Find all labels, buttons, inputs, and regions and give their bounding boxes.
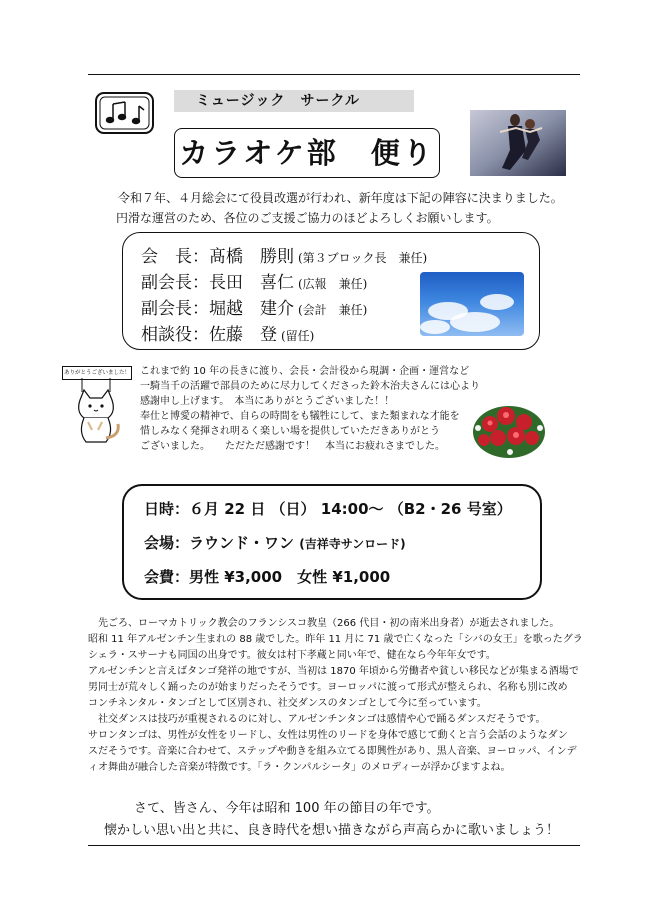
thanks-line: ございました。 ただただ感謝です！ 本当にお疲れさまでした。: [140, 441, 445, 452]
flower-bouquet-image: [470, 398, 548, 460]
officer-note: (広報 兼任): [298, 277, 368, 291]
thanks-sign: ありがとうございました！: [62, 366, 132, 380]
thanks-line: これまで約 10 年の長きに渡り、会長・会計役から現調・企画・運営など: [140, 366, 470, 377]
thanks-line: 一騎当千の活躍で部員のために尽力してくださった鈴木治夫さんには心より: [140, 381, 480, 392]
officer-name: 佐藤 登: [209, 325, 277, 345]
cat-illustration-icon: [62, 366, 132, 446]
officer-note: (会計 兼任): [298, 303, 368, 317]
event-fee-label: 会費：: [144, 568, 190, 586]
event-fee: [144, 566, 390, 587]
event-date-value: ６月 22 日 （日） 14:00～ （B2・26 号室）: [189, 500, 512, 518]
event-venue: [144, 532, 406, 553]
sky-clouds-image: [420, 272, 524, 336]
bottom-divider: [88, 845, 580, 846]
article-line: サロンタンゴは、男性が女性をリードし、女性は男性のリードを身体で感じて動くと言う会話のようなダン: [88, 730, 568, 741]
thanks-line: 感謝申し上げます。 本当にありがとうございました！！: [140, 396, 395, 407]
officer-row: [141, 268, 367, 293]
thanks-line: 惜しみなく発揮され明るく楽しい場を提供していただきありがとう: [140, 426, 440, 437]
event-date: [144, 498, 512, 519]
officer-name: 堀越 建介: [209, 299, 294, 319]
article-line: アルゼンチンと言えばタンゴ発祥の地ですが、当初は 1870 年頃から労働者や貧しい移民などが集まる酒場で: [88, 666, 579, 677]
article-line: スだそうです。音楽に合わせて、ステップや動きを組み立てる即興性があり、黒人音楽、ヨーロッパ、インデ: [88, 746, 577, 757]
article-line: コンチネンタル・タンゴとして区別され、社交ダンスのタンゴとして今に至っています。: [88, 698, 487, 709]
intro-line-2-text: 円滑な運営のため、各位のご支援ご協力のほどよろしくお願いします。: [116, 211, 499, 225]
closing-line-1: さて、皆さん、今年は昭和 100 年の節目の年です。: [134, 801, 440, 816]
officer-role: 副会長：: [141, 299, 209, 319]
event-venue-value: ラウンド・ワン: [189, 534, 295, 552]
event-date-label: 日時：: [144, 500, 190, 518]
officer-note: (留任): [281, 329, 315, 343]
officer-role: 相談役：: [141, 325, 209, 345]
officer-row: [141, 242, 427, 267]
closing-line-2: 懐かしい思い出と共に、良き時代を想い描きながら声高らかに歌いましょう！: [104, 823, 560, 838]
event-fee-value: 男性 ¥3,000 女性 ¥1,000: [189, 568, 391, 586]
officer-row: [141, 320, 314, 345]
music-notes-icon: [94, 90, 156, 138]
officer-note: (第３ブロック長 兼任): [298, 251, 428, 265]
page-title: カラオケ部 便り: [174, 128, 440, 178]
dancers-photo: [470, 110, 566, 176]
article-line: 先ごろ、ローマカトリック教会のフランシスコ教皇（266 代目・初の南米出身者）が逝去されました。: [98, 618, 560, 629]
circle-subtitle: ミュージック サークル: [174, 90, 414, 112]
article-line: 男同士が荒々しく踊ったのが始まりだったそうです。ヨーロッパに渡って形式が整えられ、名称も別に改め: [88, 682, 568, 693]
top-divider: [88, 74, 580, 75]
event-venue-note: (吉祥寺サンロード): [299, 537, 406, 551]
officer-role: 副会長：: [141, 273, 209, 293]
intro-line-1: 令和７年、４月総会にて役員改選が行われ、新年度は下記の陣容に決まりました。: [118, 191, 563, 205]
article-line: ィオ舞曲が融合した音楽が特徴です。「ラ・クンパルシータ」のメロディーが浮かびますよね。: [88, 762, 511, 773]
article-line: 昭和 11 年アルゼンチン生まれの 88 歳でした。昨年 11 月に 71 歳で亡くなった「シバの女王」を歌ったグラ: [88, 634, 583, 645]
officer-name: 長田 喜仁: [209, 273, 294, 293]
thanks-line: 奉仕と博愛の精神で、自らの時間をも犠牲にして、また類まれな才能を: [140, 411, 460, 422]
event-venue-label: 会場：: [144, 534, 190, 552]
officer-role: 会 長：: [141, 247, 209, 267]
article-line: 社交ダンスは技巧が重視されるのに対し、アルゼンチンタンゴは感情や心で踊るダンスだそうです。: [98, 714, 546, 725]
officer-name: 髙橋 勝則: [209, 247, 294, 267]
intro-line-2: [118, 208, 499, 228]
article-line: シェラ・スサーナも同国の出身です。彼女は村下孝蔵と同い年で、健在なら今年年女です。: [88, 650, 496, 661]
officer-row: [141, 294, 367, 319]
event-info-box: [122, 484, 542, 600]
